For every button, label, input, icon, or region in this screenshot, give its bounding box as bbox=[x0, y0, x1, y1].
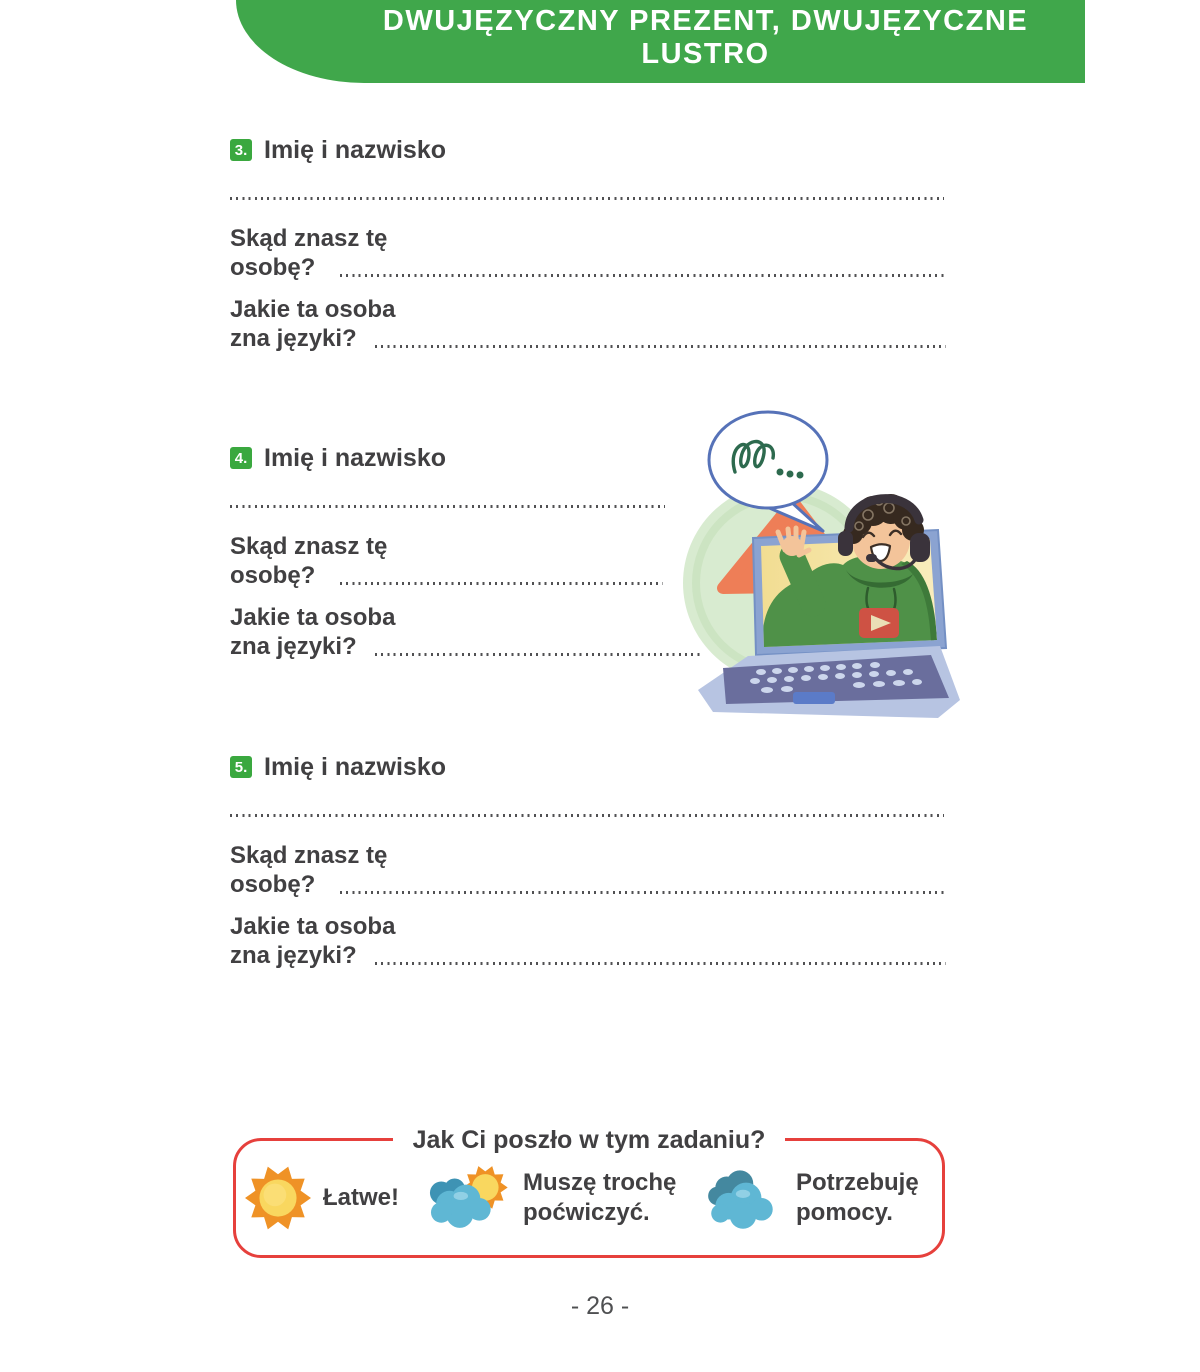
question-2-label-line2: zna języki? bbox=[230, 633, 357, 660]
feedback-option-easy[interactable] bbox=[245, 1165, 399, 1231]
feedback-option-practice[interactable] bbox=[423, 1163, 676, 1233]
question-1-answer-line[interactable] bbox=[340, 891, 946, 894]
question-1-label-line2: osobę? bbox=[230, 254, 316, 281]
question-2 bbox=[230, 295, 946, 353]
question-2-answer-line[interactable] bbox=[375, 962, 946, 965]
question-1-label-line2: osobę? bbox=[230, 871, 316, 898]
question-2-label-line2: zna języki? bbox=[230, 942, 357, 969]
sun-behind-cloud-icon bbox=[423, 1163, 511, 1233]
boy-body bbox=[762, 556, 937, 648]
question-1-answer-line[interactable] bbox=[340, 274, 946, 277]
name-surname-label: Imię i nazwisko bbox=[264, 135, 447, 164]
trackpad bbox=[793, 692, 835, 704]
task-number-badge: 3. bbox=[230, 139, 252, 161]
feedback-box-title: Jak Ci poszło w tym zadaniu? bbox=[393, 1125, 786, 1155]
question-1-label-line1: Skąd znasz tę bbox=[230, 842, 388, 869]
question-1-label-line1: Skąd znasz tę bbox=[230, 225, 388, 252]
question-2-answer-line[interactable] bbox=[375, 653, 703, 656]
question-2-answer-line[interactable] bbox=[375, 345, 946, 348]
video-call-boy-illustration bbox=[663, 398, 963, 728]
feedback-box bbox=[233, 1126, 945, 1258]
question-1 bbox=[230, 841, 946, 899]
name-answer-line[interactable] bbox=[230, 505, 665, 508]
sun-icon bbox=[245, 1165, 311, 1231]
feedback-option-label: Łatwe! bbox=[323, 1184, 400, 1211]
feedback-option-label-line1: Muszę trochę bbox=[523, 1169, 677, 1196]
task-head bbox=[230, 135, 946, 165]
name-surname-label: Imię i nazwisko bbox=[264, 752, 447, 781]
question-1-answer-line[interactable] bbox=[340, 582, 663, 585]
question-1 bbox=[230, 224, 946, 282]
task-section-3 bbox=[230, 135, 946, 353]
name-surname-label: Imię i nazwisko bbox=[264, 443, 447, 472]
feedback-option-need-help[interactable] bbox=[702, 1165, 919, 1231]
name-answer-line[interactable] bbox=[230, 814, 944, 817]
task-head bbox=[230, 752, 946, 782]
header-banner bbox=[236, 0, 1085, 83]
page-number: - 26 - bbox=[570, 1292, 630, 1320]
feedback-option-label-line2: pomocy. bbox=[796, 1199, 893, 1226]
question-1-label-line2: osobę? bbox=[230, 562, 316, 589]
cloud-icon bbox=[702, 1165, 784, 1231]
feedback-option-label-line2: poćwiczyć. bbox=[523, 1199, 650, 1226]
task-number-badge: 5. bbox=[230, 756, 252, 778]
question-2-label-line1: Jakie ta osoba bbox=[230, 296, 396, 323]
question-2 bbox=[230, 912, 946, 970]
question-2-label-line2: zna języki? bbox=[230, 325, 357, 352]
question-2-label-line1: Jakie ta osoba bbox=[230, 604, 396, 631]
task-section-5 bbox=[230, 752, 946, 970]
question-2-label-line1: Jakie ta osoba bbox=[230, 913, 396, 940]
name-answer-line[interactable] bbox=[230, 197, 944, 200]
page-title: DWUJĘZYCZNY PREZENT, DWUJĘZYCZNE LUSTRO bbox=[382, 5, 1029, 70]
feedback-option-label-line1: Potrzebuję bbox=[796, 1169, 919, 1196]
task-number-badge: 4. bbox=[230, 447, 252, 469]
question-1-label-line1: Skąd znasz tę bbox=[230, 533, 388, 560]
